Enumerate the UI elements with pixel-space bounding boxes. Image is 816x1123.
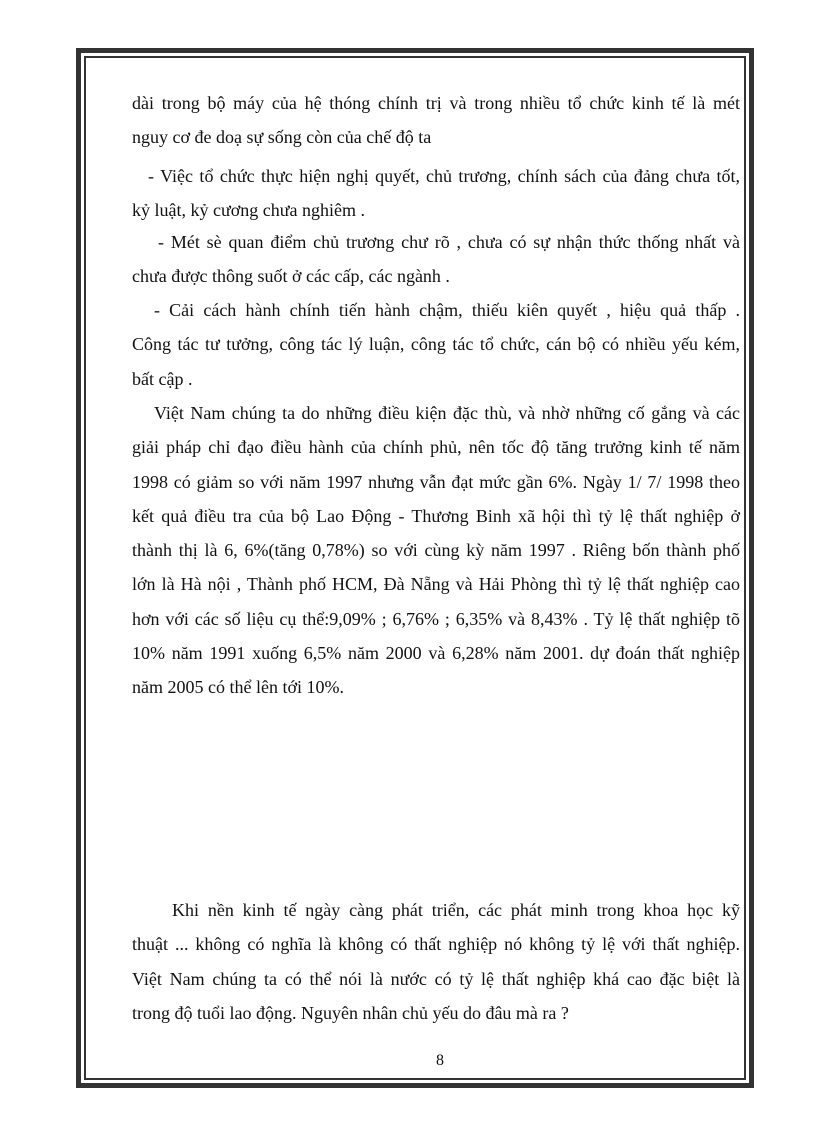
- text-line: trong độ tuổi lao động. Nguyên nhân chủ yếu do đâu mà ra ?: [132, 1002, 569, 1023]
- text-line: giải pháp chỉ đạo điều hành của chính phủ, nên tốc độ tăng trưởng kinh tế năm: [132, 437, 740, 458]
- text-line: bất cập .: [132, 368, 193, 389]
- text-line: năm 2005 có thể lên tới 10%.: [132, 677, 344, 698]
- text-line: hơn với các số liệu cụ thể:9,09% ; 6,76% ; 6,35% và 8,43% . Tỷ lệ thất nghiệp tõ: [132, 608, 740, 629]
- text-line: chưa được thông suốt ở các cấp, các ngành .: [132, 266, 450, 287]
- page-border-inner-left: [84, 56, 86, 1080]
- text-line: dài trong bộ máy của hệ thóng chính trị và trong nhiều tổ chức kinh tế là mét: [132, 93, 740, 113]
- page-border-bottom: [76, 1083, 754, 1088]
- page-border-top: [76, 48, 754, 53]
- text-line: - Mét sè quan điểm chủ trương chư rõ , chưa có sự nhận thức thống nhất và: [158, 232, 740, 252]
- text-line: Việt Nam chúng ta do những điều kiện đặc thù, và nhờ những cố gắng và các: [154, 403, 740, 423]
- text-line: thuật ... không có nghĩa là không có thất nghiệp nó không tỷ lệ với thất nghiệp.: [132, 934, 740, 955]
- page-border-inner-top: [84, 56, 746, 58]
- paragraph-1: [132, 86, 740, 155]
- page-number: 8: [436, 1052, 444, 1069]
- paragraph-5: [132, 396, 740, 705]
- paragraph-4: [132, 293, 740, 396]
- text-line: Việt Nam chúng ta có thể nói là nước có tỷ lệ thất nghiệp khá cao đặc biệt là: [132, 968, 740, 989]
- text-line: thành thị là 6, 6%(tăng 0,78%) so với cùng kỳ năm 1997 . Riêng bốn thành phố: [132, 540, 740, 561]
- text-line: - Việc tổ chức thực hiện nghị quyết, chủ trương, chính sách của đảng chưa tốt,: [148, 166, 740, 186]
- text-line: - Cải cách hành chính tiến hành chậm, thiếu kiên quyết , hiệu quả thấp .: [154, 300, 740, 320]
- paragraph-6: [132, 893, 740, 1030]
- page-border-inner-right: [744, 56, 746, 1080]
- page-border-right: [749, 48, 754, 1088]
- text-line: 1998 có giảm so với năm 1997 nhưng vẫn đạt mức gần 6%. Ngày 1/ 7/ 1998 theo: [132, 471, 740, 492]
- paragraph-3: [132, 225, 740, 294]
- text-line: nguy cơ đe doạ sự sống còn của chế độ ta: [132, 127, 432, 148]
- text-line: kết quả điều tra của bộ Lao Động - Thương Binh xã hội thì tỷ lệ thất nghiệp ở: [132, 505, 740, 526]
- text-line: kỷ luật, kỷ cương chưa nghiêm .: [132, 200, 365, 221]
- text-line: Công tác tư tưởng, công tác lý luận, công tác tổ chức, cán bộ có nhiều yếu kém,: [132, 334, 740, 355]
- text-line: lớn là Hà nội , Thành phố HCM, Đà Nẵng và Hải Phòng thì tỷ lệ thất nghiệp cao: [132, 574, 740, 595]
- paragraph-2: [132, 159, 740, 228]
- text-line: Khi nền kinh tế ngày càng phát triển, các phát minh trong khoa học kỹ: [172, 900, 740, 920]
- page-border-inner-bottom: [84, 1078, 746, 1080]
- text-line: 10% năm 1991 xuống 6,5% năm 2000 và 6,28% năm 2001. dự đoán thất nghiệp: [132, 643, 740, 664]
- page-border-left: [76, 48, 81, 1088]
